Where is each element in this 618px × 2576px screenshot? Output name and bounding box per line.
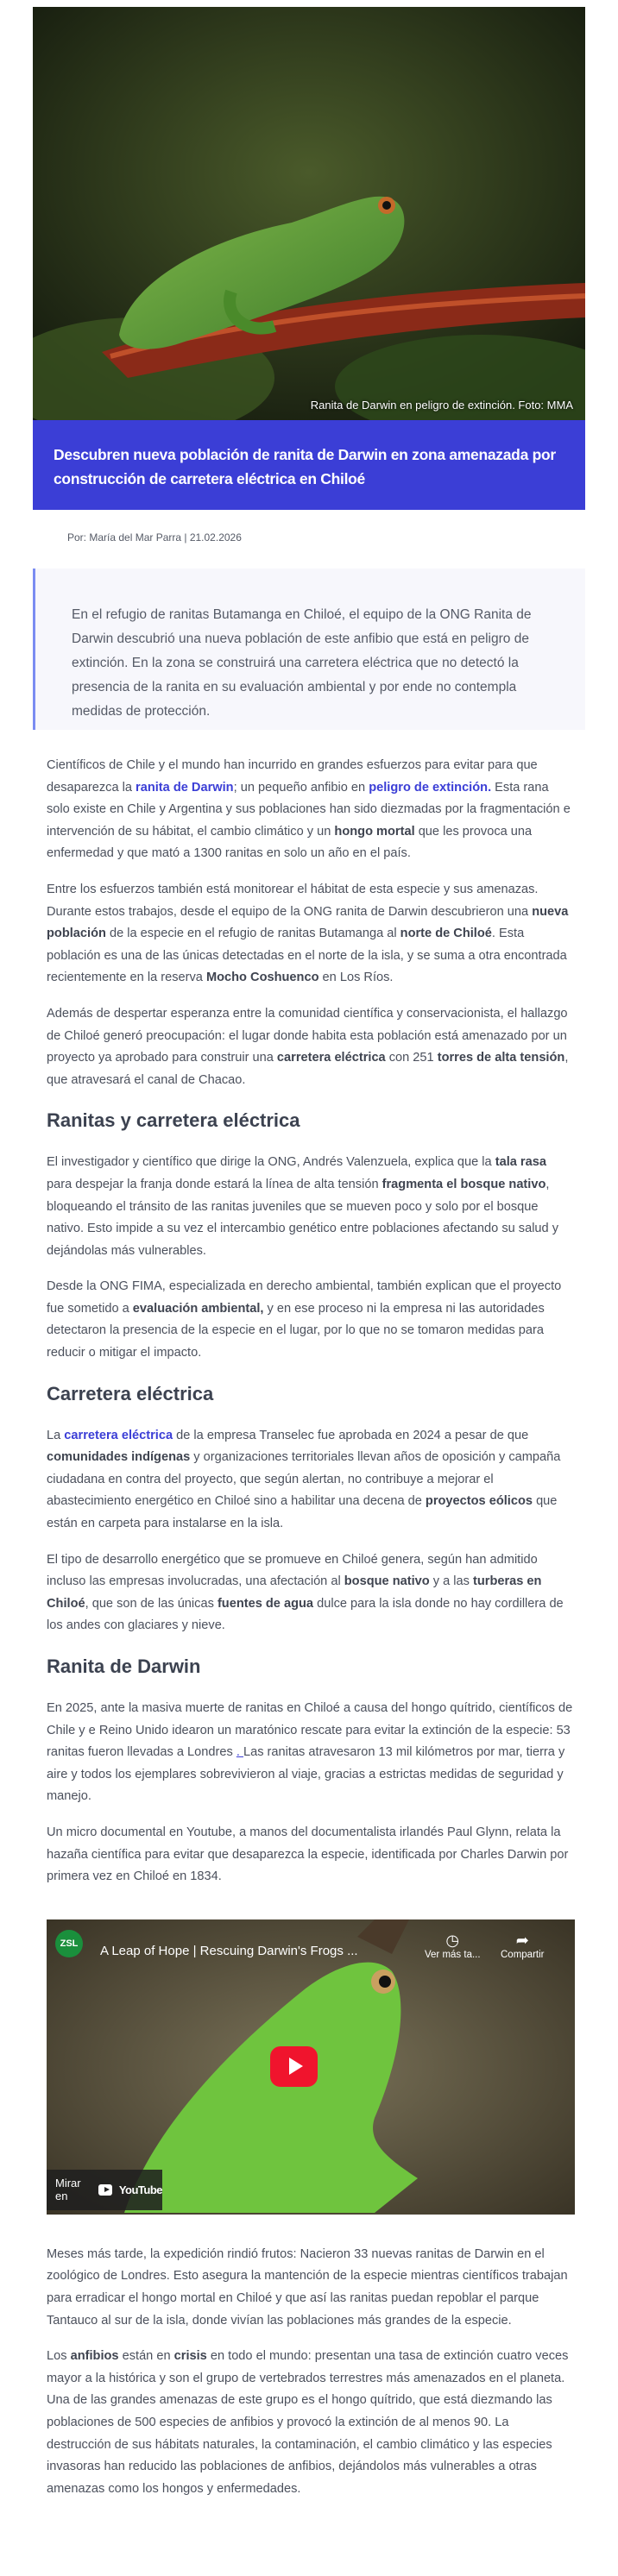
paragraph (47, 1276, 575, 1364)
share-icon: ➦ (515, 1931, 529, 1949)
text-segment: y a las (429, 1574, 473, 1589)
bold-text: evaluación ambiental, (132, 1301, 264, 1316)
channel-logo[interactable]: ZSL (55, 1930, 83, 1957)
youtube-logo-icon (98, 2184, 112, 2196)
hero-image (33, 7, 585, 420)
bold-text: hongo mortal (334, 824, 415, 839)
text-segment: que están en carpeta para instalarse en la isla. (47, 1494, 558, 1531)
text-segment: Desde la ONG FIMA, especializada en derecho ambiental, también explican que el proyecto fue sometido a (47, 1279, 562, 1316)
text-segment: Científicos de Chile y el mundo han incurrido en grandes esfuerzos para evitar para que desaparezca la (47, 758, 538, 795)
youtube-embed[interactable] (47, 1919, 575, 2215)
share-button[interactable] (501, 1932, 544, 1960)
watch-on-label: Mirar en (55, 2177, 81, 2203)
text-segment: , que atravesará el canal de Chacao. (47, 1051, 569, 1087)
paragraph (47, 1425, 575, 1536)
section-heading: Carretera eléctrica (47, 1382, 214, 1404)
inline-link[interactable]: carretera eléctrica (64, 1428, 173, 1442)
title-banner (33, 420, 585, 510)
text-segment: Los (47, 2349, 71, 2364)
bold-text: tala rasa (495, 1155, 546, 1170)
watch-later-label: Ver más ta... (425, 1949, 481, 1960)
bold-text: nueva población (47, 904, 569, 941)
text-segment: Esta rana solo existe en Chile y Argentina y sus poblaciones han sido diezmadas por la fragmentación e intervención de su hábitat, el cambio climático y un (47, 780, 571, 839)
watch-later-button[interactable] (425, 1932, 481, 1960)
paragraph (47, 755, 575, 865)
paragraph (47, 1152, 575, 1262)
text-segment: , bloqueando el tránsito de las ranitas juveniles que se mueven poco y solo por el bosque nativo. Esto impide a su vez el intercambio genético entre poblaciones afectando su salud y dejándolas más vulnerables. (47, 1177, 559, 1258)
paragraph (47, 2346, 575, 2500)
text-segment: para despejar la franja donde estará la línea de alta tensión (47, 1177, 382, 1191)
video-title[interactable]: A Leap of Hope | Rescuing Darwin's Frogs ... (100, 1943, 358, 1958)
text-segment: La (47, 1428, 65, 1442)
text-segment: de la empresa Transelec fue aprobada en 2024 a pesar de que (173, 1428, 529, 1442)
text-segment: en Los Ríos. (318, 971, 394, 985)
bold-text: carretera eléctrica (276, 1051, 386, 1065)
text-segment: que les provoca una enfermedad y que mató a 1300 ranitas en solo un año en el país. (47, 824, 533, 861)
bold-text: Mocho Coshuenco (205, 971, 319, 985)
bold-text: fuentes de agua (217, 1596, 314, 1611)
bold-text: crisis (173, 2349, 207, 2364)
bold-text: norte de Chiloé (400, 927, 492, 941)
frog-photo (33, 7, 585, 420)
inline-link[interactable]: peligro de extinción. (369, 780, 492, 795)
text-segment: El tipo de desarrollo energético que se promueve en Chiloé genera, según han admitido incluso las empresas involucradas, una afectación al (47, 1552, 538, 1589)
section-heading: Ranitas y carretera eléctrica (47, 1109, 300, 1132)
youtube-label: YouTube (118, 2183, 162, 2196)
text-segment: . Esta población es una de las únicas detectadas en el norte de la isla, y se suma a otra encontrada recientemente en la reserva (47, 927, 567, 985)
text-segment: dulce para la isla donde no hay cordillera de los andes con glaciares y nieve. (47, 1596, 564, 1633)
text-segment: Entre los esfuerzos también está monitorear el hábitat de esta especie y sus amenazas. Durante estos trabajos, desde el equipo de la ONG ranita de Darwin descubrieron una (47, 882, 539, 919)
section-heading: Ranita de Darwin (47, 1656, 201, 1677)
text-segment: ; un pequeño anfibio en (233, 780, 369, 795)
photo-caption: Ranita de Darwin en peligro de extinción. Foto: MMA (310, 399, 573, 412)
play-icon (289, 2058, 303, 2075)
inline-link[interactable]: ranita de Darwin (136, 780, 234, 795)
text-segment: y organizaciones territoriales llevan años de oposición y campaña ciudadana en contra del proyecto, que según alertan, no contribuye a mejorar el abastecimiento energético en Chiloé sino a habilitar una decena de (47, 1450, 561, 1509)
text-segment: de la especie en el refugio de ranitas Butamanga al (105, 927, 400, 941)
paragraph (47, 2244, 575, 2332)
lead-quote: En el refugio de ranitas Butamanga en Chiloé, el equipo de la ONG Ranita de Darwin descubrió una nueva población de este anfibio que está en peligro de extinción. En la zona se construirá una carretera eléctrica que no detectó la presencia de la ranita en su evaluación ambiental y por ende no contempla medidas de protección. (33, 569, 585, 730)
paragraph (47, 1003, 575, 1091)
bold-text: torres de alta tensión (437, 1051, 565, 1065)
bold-text: bosque nativo (344, 1574, 430, 1589)
page-title: Descubren nueva población de ranita de Darwin en zona amenazada por construcción de carretera eléctrica en Chiloé (54, 446, 556, 487)
text-segment: en todo el mundo: presentan una tasa de extinción cuatro veces mayor a la histórica y son el grupo de vertebrados terrestres más amenazados en el planeta. Una de las grandes amenazas de este grupo es el hongo quítrido, que está diezmando las poblaciones de 500 especies de anfibios y provocó la extinción de al menos 90. La destrucción de sus hábitats naturales, la contaminación, el cambio climático y las especies invasoras han reducido las poblaciones de anfibios, dejándolos más vulnerables a otras amenazas como los hongos y enfermedades. (47, 2349, 569, 2496)
bold-text: turberas en Chiloé (47, 1574, 542, 1611)
text-segment: Meses más tarde, la expedición rindió frutos: Nacieron 33 nuevas ranitas de Darwin en el zoológico de Londres. Esto asegura la mantención de la especie mientras científicos trabajan para erradicar el hongo mortal en Chiloé y que así las ranitas puedan repoblar el parque Tantauco al sur de la isla, donde vivían las poblaciones más grandes de la especie. (47, 2246, 568, 2328)
play-button[interactable] (270, 2046, 318, 2087)
text-segment: están en (118, 2349, 174, 2364)
text-segment: Las ranitas atravesaron 13 mil kilómetros por mar, tierra y aire y todos los ejemplares sobrevivieron al viaje, gracias a estrictas medidas de seguridad y manejo. (47, 1745, 565, 1804)
text-segment: con 251 (385, 1051, 438, 1065)
paragraph (47, 1698, 575, 1808)
share-label: Compartir (501, 1949, 545, 1960)
bold-text: proyectos eólicos (425, 1494, 533, 1509)
text-segment: Un micro documental en Youtube, a manos del documentalista irlandés Paul Glynn, relata la hazaña científica para evitar que desaparezca la especie, identificada por Charles Darwin por primera vez en Chiloé en 1834. (47, 1825, 569, 1884)
article-body (47, 755, 575, 2514)
paragraph (47, 1549, 575, 1637)
text-segment: y en ese proceso ni la empresa ni las autoridades detectaron la presencia de la especie en el lugar, por lo que no se tomaron medidas para reducir o mitigar el impacto. (47, 1301, 545, 1360)
inline-link[interactable]: . (236, 1745, 243, 1760)
text-segment: , que son de las únicas (85, 1596, 218, 1611)
bold-text: comunidades indígenas (47, 1450, 191, 1465)
byline: Por: María del Mar Parra | 21.02.2026 (67, 531, 242, 543)
watch-on-youtube-button[interactable] (47, 2170, 162, 2210)
bold-text: fragmenta el bosque nativo (382, 1177, 546, 1191)
clock-icon: ◷ (445, 1931, 460, 1949)
bold-text: anfibios (70, 2349, 119, 2364)
paragraph (47, 1822, 575, 1888)
text-segment: El investigador y científico que dirige la ONG, Andrés Valenzuela, explica que la (47, 1155, 495, 1170)
paragraph (47, 879, 575, 990)
text-segment: En 2025, ante la masiva muerte de ranitas en Chiloé a causa del hongo quítrido, científicos de Chile y e Reino Unido idearon un maratónico rescate para evitar la extinción de la especie: 53 ranitas fueron llevadas a Londres (47, 1701, 573, 1760)
text-segment: Además de despertar esperanza entre la comunidad científica y conservacionista, el hallazgo de Chiloé generó preocupación: el lugar donde habita esta población está amenazado por un proyecto ya aprobado para construir una (47, 1006, 568, 1065)
